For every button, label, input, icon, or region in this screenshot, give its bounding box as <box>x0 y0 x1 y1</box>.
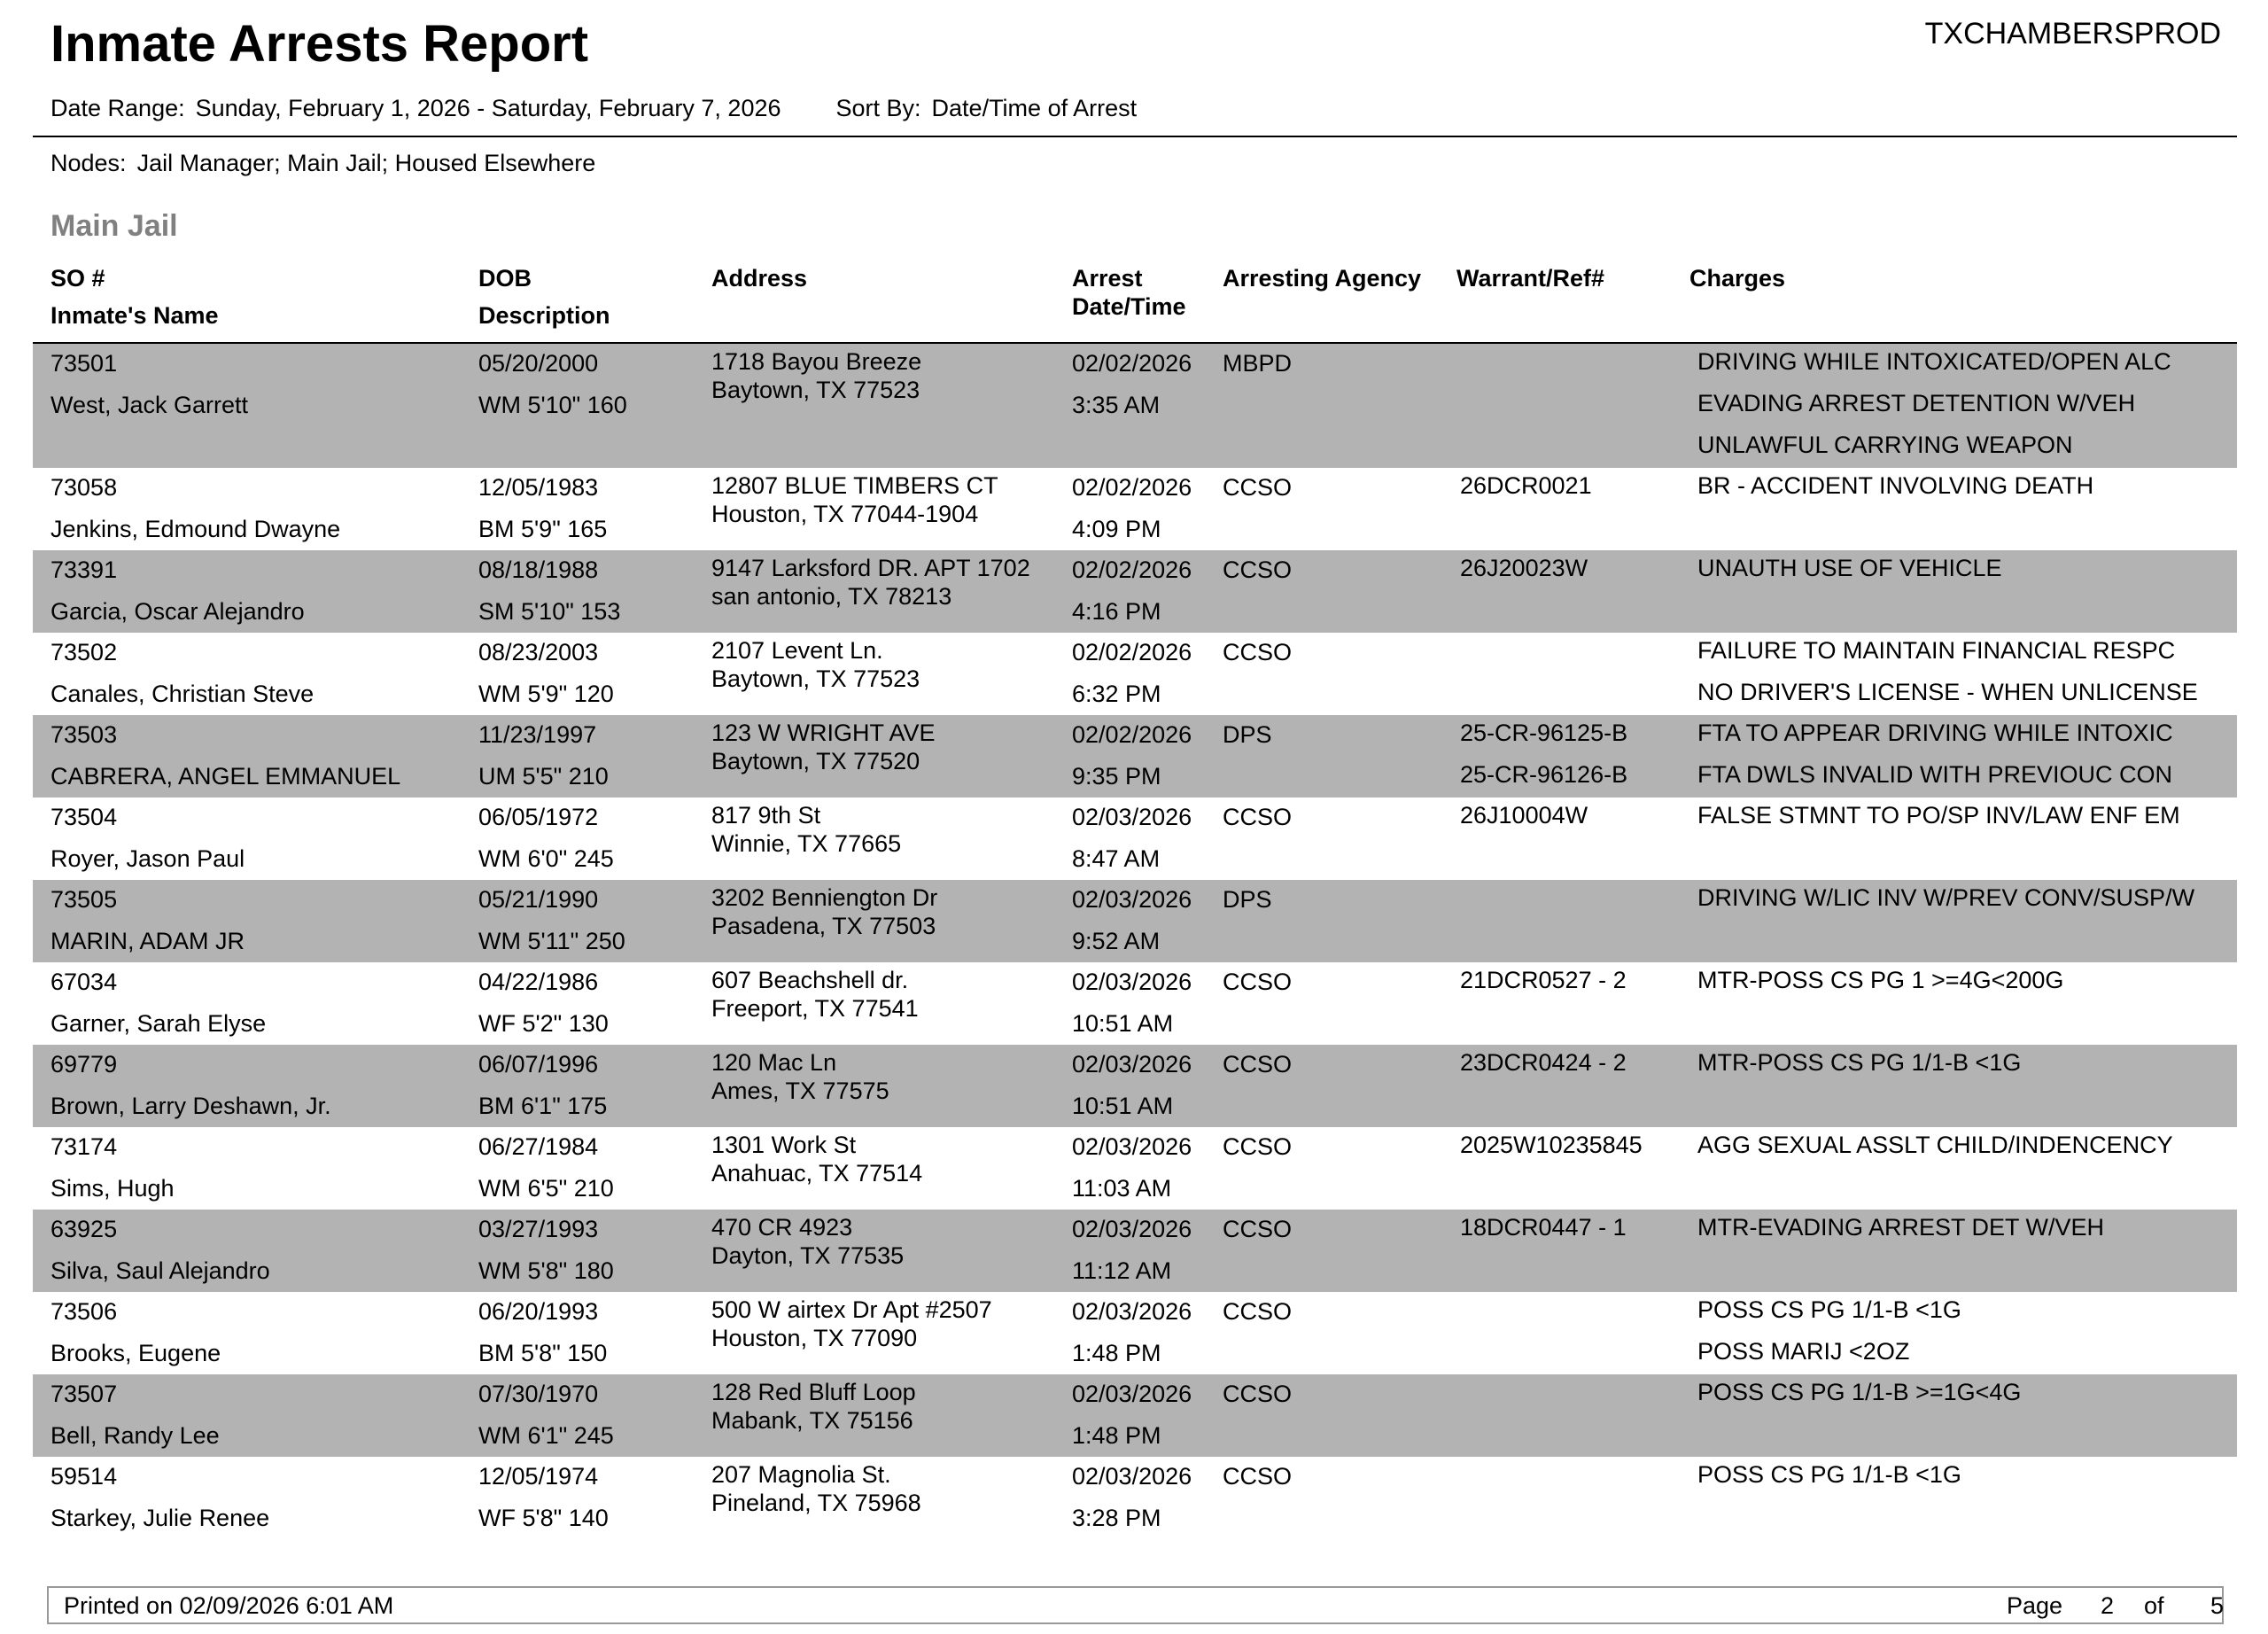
arrest-time: 3:28 PM <box>1072 1505 1161 1531</box>
charge: POSS CS PG 1/1-B <1G <box>1697 1296 1961 1323</box>
arresting-agency: DPS <box>1223 886 1272 913</box>
charge: FTA DWLS INVALID WITH PREVIOUC CON <box>1697 761 2173 788</box>
arrest-time: 10:51 AM <box>1072 1010 1174 1037</box>
description: WF 5'8" 140 <box>478 1505 609 1531</box>
report-title: Inmate Arrests Report <box>50 15 589 73</box>
arrest-time: 9:35 PM <box>1072 763 1161 790</box>
dob: 05/20/2000 <box>478 350 599 377</box>
charge: MTR-EVADING ARREST DET W/VEH <box>1697 1214 2105 1241</box>
arrest-date: 02/03/2026 <box>1072 1381 1192 1407</box>
arrest-time: 6:32 PM <box>1072 681 1161 707</box>
column-header-arrest: Arrest <box>1072 265 1143 292</box>
arrest-time: 1:48 PM <box>1072 1340 1161 1366</box>
sort-by-label: Sort By: <box>835 95 921 121</box>
charge: UNAUTH USE OF VEHICLE <box>1697 555 2002 581</box>
charge: DRIVING WHILE INTOXICATED/OPEN ALC <box>1697 348 2171 375</box>
arrest-time: 9:52 AM <box>1072 928 1161 954</box>
charge: POSS MARIJ <2OZ <box>1697 1338 1910 1365</box>
address-line-2: Baytown, TX 77520 <box>711 748 920 774</box>
printed-timestamp: Printed on 02/09/2026 6:01 AM <box>64 1592 394 1619</box>
inmate-name: Garcia, Oscar Alejandro <box>50 598 305 625</box>
so-number: 73501 <box>50 350 118 377</box>
inmate-name: Starkey, Julie Renee <box>50 1505 270 1531</box>
so-number: 73507 <box>50 1381 118 1407</box>
table-row <box>33 1457 2237 1541</box>
column-header-so-number: SO # <box>50 265 105 292</box>
warrant-ref: 26J10004W <box>1460 802 1588 829</box>
address-line-1: 128 Red Bluff Loop <box>711 1379 916 1405</box>
arrest-time: 1:48 PM <box>1072 1422 1161 1449</box>
so-number: 73503 <box>50 721 118 748</box>
address-line-2: Anahuac, TX 77514 <box>711 1160 923 1187</box>
address-line-2: Winnie, TX 77665 <box>711 830 902 857</box>
arrest-time: 11:03 AM <box>1072 1175 1172 1202</box>
charge: UNLAWFUL CARRYING WEAPON <box>1697 432 2073 458</box>
charge: MTR-POSS CS PG 1 >=4G<200G <box>1697 967 2064 993</box>
arresting-agency: CCSO <box>1223 474 1293 501</box>
arresting-agency: CCSO <box>1223 969 1293 995</box>
inmate-name: Royer, Jason Paul <box>50 845 245 872</box>
description: WM 6'1" 245 <box>478 1422 614 1449</box>
address-line-1: 1301 Work St <box>711 1132 857 1158</box>
arrest-date: 02/03/2026 <box>1072 804 1192 830</box>
description: WM 5'8" 180 <box>478 1257 614 1284</box>
warrant-ref: 21DCR0527 - 2 <box>1460 967 1627 993</box>
arresting-agency: CCSO <box>1223 1298 1293 1325</box>
charge: FALSE STMNT TO PO/SP INV/LAW ENF EM <box>1697 802 2180 829</box>
warrant-ref: 23DCR0424 - 2 <box>1460 1049 1627 1076</box>
address-line-1: 207 Magnolia St. <box>711 1461 891 1488</box>
table-row <box>33 633 2237 715</box>
column-header-warrant-ref: Warrant/Ref# <box>1456 265 1605 292</box>
so-number: 73505 <box>50 886 118 913</box>
so-number: 73058 <box>50 474 118 501</box>
address-line-1: 1718 Bayou Breeze <box>711 348 922 375</box>
dob: 03/27/1993 <box>478 1216 599 1242</box>
table-row <box>33 1210 2237 1292</box>
column-header-arresting-agency: Arresting Agency <box>1223 265 1422 292</box>
arrest-date: 02/03/2026 <box>1072 1298 1192 1325</box>
table-row <box>33 1045 2237 1127</box>
column-header-address: Address <box>711 265 808 292</box>
description: BM 5'8" 150 <box>478 1340 608 1366</box>
so-number: 59514 <box>50 1463 118 1490</box>
nodes-label: Nodes: <box>50 150 127 176</box>
address-line-2: Baytown, TX 77523 <box>711 377 920 403</box>
page-footer <box>47 1586 2224 1624</box>
address-line-2: Houston, TX 77044-1904 <box>711 501 979 527</box>
so-number: 73174 <box>50 1133 118 1160</box>
address-line-2: Houston, TX 77090 <box>711 1325 918 1351</box>
description: WM 5'10" 160 <box>478 392 627 418</box>
arrest-date: 02/02/2026 <box>1072 639 1192 665</box>
description: BM 6'1" 175 <box>478 1093 608 1119</box>
of-label: of <box>2144 1592 2164 1619</box>
arrest-date: 02/02/2026 <box>1072 721 1192 748</box>
inmate-name: Canales, Christian Steve <box>50 681 315 707</box>
address-line-1: 12807 BLUE TIMBERS CT <box>711 472 998 499</box>
dob: 12/05/1974 <box>478 1463 599 1490</box>
arresting-agency: CCSO <box>1223 556 1293 583</box>
so-number: 67034 <box>50 969 118 995</box>
address-line-1: 9147 Larksford DR. APT 1702 <box>711 555 1030 581</box>
arresting-agency: CCSO <box>1223 1133 1293 1160</box>
address-line-1: 120 Mac Ln <box>711 1049 837 1076</box>
dob: 08/18/1988 <box>478 556 599 583</box>
table-header <box>33 262 2237 343</box>
dob: 06/20/1993 <box>478 1298 599 1325</box>
column-header-inmate-name: Inmate's Name <box>50 302 219 329</box>
dob: 05/21/1990 <box>478 886 599 913</box>
arresting-agency: DPS <box>1223 721 1272 748</box>
date-range-label: Date Range: <box>50 95 185 121</box>
inmate-name: Brooks, Eugene <box>50 1340 221 1366</box>
dob: 07/30/1970 <box>478 1381 599 1407</box>
address-line-1: 817 9th St <box>711 802 821 829</box>
address-line-2: san antonio, TX 78213 <box>711 583 952 610</box>
description: SM 5'10" 153 <box>478 598 621 625</box>
table-row <box>33 344 2237 468</box>
arrest-time: 11:12 AM <box>1072 1257 1172 1284</box>
arrest-date: 02/03/2026 <box>1072 886 1192 913</box>
warrant-ref: 25-CR-96125-B <box>1460 720 1628 746</box>
dob: 11/23/1997 <box>478 721 597 748</box>
table-row <box>33 550 2237 633</box>
so-number: 73502 <box>50 639 118 665</box>
description: WF 5'2" 130 <box>478 1010 609 1037</box>
dob: 06/07/1996 <box>478 1051 599 1078</box>
date-range-value: Sunday, February 1, 2026 - Saturday, February 7, 2026 <box>195 95 781 121</box>
description: BM 5'9" 165 <box>478 516 608 542</box>
table-row <box>33 1374 2237 1457</box>
arrest-time: 10:51 AM <box>1072 1093 1174 1119</box>
charge: FAILURE TO MAINTAIN FINANCIAL RESPC <box>1697 637 2176 664</box>
column-header-arrest-datetime: Date/Time <box>1072 293 1186 320</box>
table-row <box>33 468 2237 550</box>
arresting-agency: MBPD <box>1223 350 1293 377</box>
nodes-line <box>50 147 595 179</box>
column-header-description: Description <box>478 302 610 329</box>
address-line-2: Pasadena, TX 77503 <box>711 913 936 939</box>
dob: 08/23/2003 <box>478 639 599 665</box>
charge: NO DRIVER'S LICENSE - WHEN UNLICENSE <box>1697 679 2198 705</box>
table-row <box>33 1127 2237 1210</box>
address-line-2: Ames, TX 77575 <box>711 1078 889 1104</box>
inmate-name: Silva, Saul Alejandro <box>50 1257 270 1284</box>
arresting-agency: CCSO <box>1223 1381 1293 1407</box>
arrest-date: 02/02/2026 <box>1072 556 1192 583</box>
arresting-agency: CCSO <box>1223 1051 1293 1078</box>
inmate-name: Brown, Larry Deshawn, Jr. <box>50 1093 331 1119</box>
section-title: Main Jail <box>50 209 178 243</box>
arrest-time: 4:16 PM <box>1072 598 1161 625</box>
inmate-name: Jenkins, Edmound Dwayne <box>50 516 341 542</box>
charge: FTA TO APPEAR DRIVING WHILE INTOXIC <box>1697 720 2173 746</box>
warrant-ref: 18DCR0447 - 1 <box>1460 1214 1627 1241</box>
dob: 06/05/1972 <box>478 804 599 830</box>
arresting-agency: CCSO <box>1223 639 1293 665</box>
address-line-1: 470 CR 4923 <box>711 1214 853 1241</box>
arrest-table-body <box>33 344 2237 1541</box>
table-row <box>33 962 2237 1045</box>
arrest-time: 3:35 AM <box>1072 392 1161 418</box>
address-line-1: 607 Beachshell dr. <box>711 967 909 993</box>
so-number: 73391 <box>50 556 118 583</box>
address-line-1: 500 W airtex Dr Apt #2507 <box>711 1296 992 1323</box>
address-line-1: 3202 Benniengton Dr <box>711 884 938 911</box>
so-number: 73506 <box>50 1298 118 1325</box>
so-number: 69779 <box>50 1051 118 1078</box>
warrant-ref: 25-CR-96126-B <box>1460 761 1628 788</box>
page-label: Page <box>2007 1592 2063 1619</box>
table-row <box>33 798 2237 880</box>
arrest-date: 02/02/2026 <box>1072 474 1192 501</box>
charge: MTR-POSS CS PG 1/1-B <1G <box>1697 1049 2022 1076</box>
nodes-value: Jail Manager; Main Jail; Housed Elsewhere <box>136 150 596 176</box>
description: WM 5'9" 120 <box>478 681 614 707</box>
inmate-name: Bell, Randy Lee <box>50 1422 220 1449</box>
address-line-1: 123 W WRIGHT AVE <box>711 720 936 746</box>
report-parameters <box>50 92 1137 124</box>
table-row <box>33 715 2237 798</box>
arrest-date: 02/03/2026 <box>1072 1051 1192 1078</box>
address-line-1: 2107 Levent Ln. <box>711 637 883 664</box>
inmate-name: CABRERA, ANGEL EMMANUEL <box>50 763 401 790</box>
charge: BR - ACCIDENT INVOLVING DEATH <box>1697 472 2094 499</box>
inmate-name: Garner, Sarah Elyse <box>50 1010 267 1037</box>
warrant-ref: 26DCR0021 <box>1460 472 1592 499</box>
description: WM 5'11" 250 <box>478 928 625 954</box>
dob: 04/22/1986 <box>478 969 599 995</box>
arrest-date: 02/03/2026 <box>1072 969 1192 995</box>
arrest-date: 02/02/2026 <box>1072 350 1192 377</box>
dob: 06/27/1984 <box>478 1133 599 1160</box>
description: WM 6'0" 245 <box>478 845 614 872</box>
inmate-name: MARIN, ADAM JR <box>50 928 245 954</box>
sort-by-value: Date/Time of Arrest <box>931 95 1138 121</box>
charge: POSS CS PG 1/1-B >=1G<4G <box>1697 1379 2022 1405</box>
description: WM 6'5" 210 <box>478 1175 614 1202</box>
address-line-2: Baytown, TX 77523 <box>711 665 920 692</box>
arresting-agency: CCSO <box>1223 1216 1293 1242</box>
page-number: 2 <box>2101 1592 2115 1619</box>
arrest-date: 02/03/2026 <box>1072 1463 1192 1490</box>
header-divider <box>33 136 2237 137</box>
charge: POSS CS PG 1/1-B <1G <box>1697 1461 1961 1488</box>
so-number: 73504 <box>50 804 118 830</box>
arresting-agency: CCSO <box>1223 1463 1293 1490</box>
address-line-2: Pineland, TX 75968 <box>711 1490 921 1516</box>
arrest-date: 02/03/2026 <box>1072 1216 1192 1242</box>
charge: DRIVING W/LIC INV W/PREV CONV/SUSP/W <box>1697 884 2195 911</box>
column-header-charges: Charges <box>1689 265 1786 292</box>
so-number: 63925 <box>50 1216 118 1242</box>
warrant-ref: 2025W10235845 <box>1460 1132 1643 1158</box>
column-header-dob: DOB <box>478 265 532 292</box>
warrant-ref: 26J20023W <box>1460 555 1588 581</box>
dob: 12/05/1983 <box>478 474 599 501</box>
address-line-2: Freeport, TX 77541 <box>711 995 919 1022</box>
inmate-name: Sims, Hugh <box>50 1175 175 1202</box>
system-name: TXCHAMBERSPROD <box>1924 17 2221 51</box>
inmate-name: West, Jack Garrett <box>50 392 249 418</box>
arrest-date: 02/03/2026 <box>1072 1133 1192 1160</box>
charge: EVADING ARREST DETENTION W/VEH <box>1697 390 2136 416</box>
arresting-agency: CCSO <box>1223 804 1293 830</box>
table-row <box>33 880 2237 962</box>
address-line-2: Mabank, TX 75156 <box>711 1407 913 1434</box>
arrest-time: 8:47 AM <box>1072 845 1161 872</box>
page-total: 5 <box>2210 1592 2225 1619</box>
address-line-2: Dayton, TX 77535 <box>711 1242 905 1269</box>
description: UM 5'5" 210 <box>478 763 609 790</box>
charge: AGG SEXUAL ASSLT CHILD/INDENCENCY <box>1697 1132 2173 1158</box>
arrest-time: 4:09 PM <box>1072 516 1161 542</box>
table-row <box>33 1292 2237 1374</box>
